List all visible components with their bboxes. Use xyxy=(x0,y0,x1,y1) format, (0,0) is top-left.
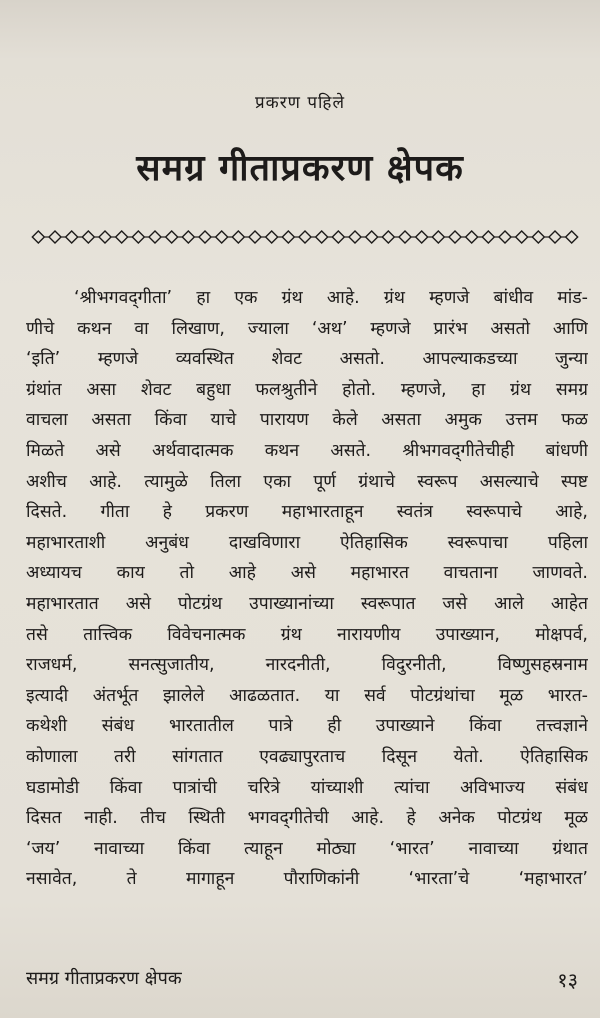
text-line: कोणाला तरी सांगतात एवढ्यापुरताच दिसून येतो. ऐतिहासिक xyxy=(26,746,588,767)
diamond-ornament xyxy=(132,231,144,243)
diamond-ornament xyxy=(66,231,78,243)
diamond-ornament xyxy=(216,231,228,243)
chapter-title: समग्र गीताप्रकरण क्षेपक xyxy=(136,148,464,189)
text-line: वाचला असता किंवा याचे पारायण केले असता अमुक उत्तम फळ xyxy=(26,410,588,431)
diamond-ornament xyxy=(299,231,311,243)
text-line: मिळते असे अर्थवादात्मक कथन असते. श्रीभगवद्‌गीतेचीही बांधणी xyxy=(26,440,588,461)
page-footer xyxy=(26,966,586,996)
chapter-label: प्रकरण पहिले xyxy=(255,93,345,113)
text-line: तसे तात्त्विक विवेचनात्मक ग्रंथ नारायणीय उपाख्यान, मोक्षपर्व, xyxy=(26,624,588,645)
diamond-ornament xyxy=(149,231,161,243)
page-number: १३ xyxy=(557,968,578,992)
text-line: राजधर्म, सनत्सुजातीय, नारदनीती, विदुरनीती, विष्णुसहस्रनाम xyxy=(26,655,588,676)
diamond-ornament xyxy=(282,231,294,243)
diamond-ornament xyxy=(116,231,128,243)
diamond-ornament xyxy=(316,231,328,243)
running-title: समग्र गीताप्रकरण क्षेपक xyxy=(26,968,182,989)
diamond-ornament xyxy=(449,231,461,243)
diamond-ornament xyxy=(349,231,361,243)
text-line: ‘इति’ म्हणजे व्यवस्थित शेवट असतो. आपल्याकडच्या जुन्या xyxy=(26,349,588,370)
diamond-ornament xyxy=(366,231,378,243)
diamond-ornament xyxy=(466,231,478,243)
text-line: कथेशी संबंध भारतातील पात्रे ही उपाख्याने किंवा तत्त्वज्ञाने xyxy=(26,716,588,737)
diamond-ornament xyxy=(249,231,261,243)
text-line: अशीच आहे. त्यामुळे तिला एका पूर्ण ग्रंथाचे स्वरूप असल्याचे स्पष्ट xyxy=(26,471,588,492)
text-line: दिसते. गीता हे प्रकरण महाभारताहून स्वतंत्र स्वरूपाचे आहे, xyxy=(26,502,588,523)
diamond-ornament xyxy=(482,231,494,243)
diamond-ornament xyxy=(549,231,561,243)
text-line: महाभारताशी अनुबंध दाखविणारा ऐतिहासिक स्वरूपाचा पहिला xyxy=(26,532,588,553)
diamond-ornament xyxy=(99,231,111,243)
text-line: नसावेत, ते मागाहून पौराणिकांनी ‘भारता’चे ‘महाभारत’ xyxy=(26,869,588,890)
diamond-ornament xyxy=(199,231,211,243)
diamond-ornament xyxy=(32,231,44,243)
text-line: दिसत नाही. तीच स्थिती भगवद्‌गीतेची आहे. हे अनेक पोटग्रंथ मूळ xyxy=(26,808,588,829)
text-line: घडामोडी किंवा पात्रांची चरित्रे यांच्याशी त्यांचा अविभाज्य संबंध xyxy=(26,777,588,798)
diamond-ornament xyxy=(399,231,411,243)
diamond-ornament xyxy=(166,231,178,243)
text-line: ग्रंथांत असा शेवट बहुधा फलश्रुतीने होतो. म्हणजे, हा ग्रंथ समग्र xyxy=(26,379,588,400)
diamond-ornament xyxy=(416,231,428,243)
text-line: ‘श्रीभगवद्‌गीता’ हा एक ग्रंथ आहे. ग्रंथ म्हणजे बांधीव मांड- xyxy=(74,288,588,308)
text-line: अध्यायच काय तो आहे असे महाभारत वाचताना जाणवते. xyxy=(26,563,588,584)
text-line: महाभारतात असे पोटग्रंथ उपाख्यानांच्या स्वरूपात जसे आले आहेत xyxy=(26,593,588,614)
diamond-ornament xyxy=(499,231,511,243)
text-line: णीचे कथन वा लिखाण, ज्याला ‘अथ’ म्हणजे प्रारंभ असतो आणि xyxy=(26,318,588,339)
diamond-ornament xyxy=(266,231,278,243)
diamond-ornament xyxy=(182,231,194,243)
diamond-ornament xyxy=(516,231,528,243)
diamond-ornament xyxy=(49,231,61,243)
diamond-ornament xyxy=(382,231,394,243)
diamond-ornament xyxy=(232,231,244,243)
diamond-ornament xyxy=(82,231,94,243)
body-paragraph xyxy=(26,283,588,895)
diamond-ornament xyxy=(566,231,578,243)
ornamental-divider xyxy=(30,230,580,244)
diamond-ornament xyxy=(532,231,544,243)
text-line: ‘जय’ नावाच्या किंवा त्याहून मोठ्या ‘भारत’ नावाच्या ग्रंथात xyxy=(26,838,588,859)
diamond-ornament xyxy=(332,231,344,243)
diamond-ornament xyxy=(432,231,444,243)
text-line: इत्यादी अंतर्भूत झालेले आढळतात. या सर्व पोटग्रंथांचा मूळ भारत- xyxy=(26,685,588,706)
